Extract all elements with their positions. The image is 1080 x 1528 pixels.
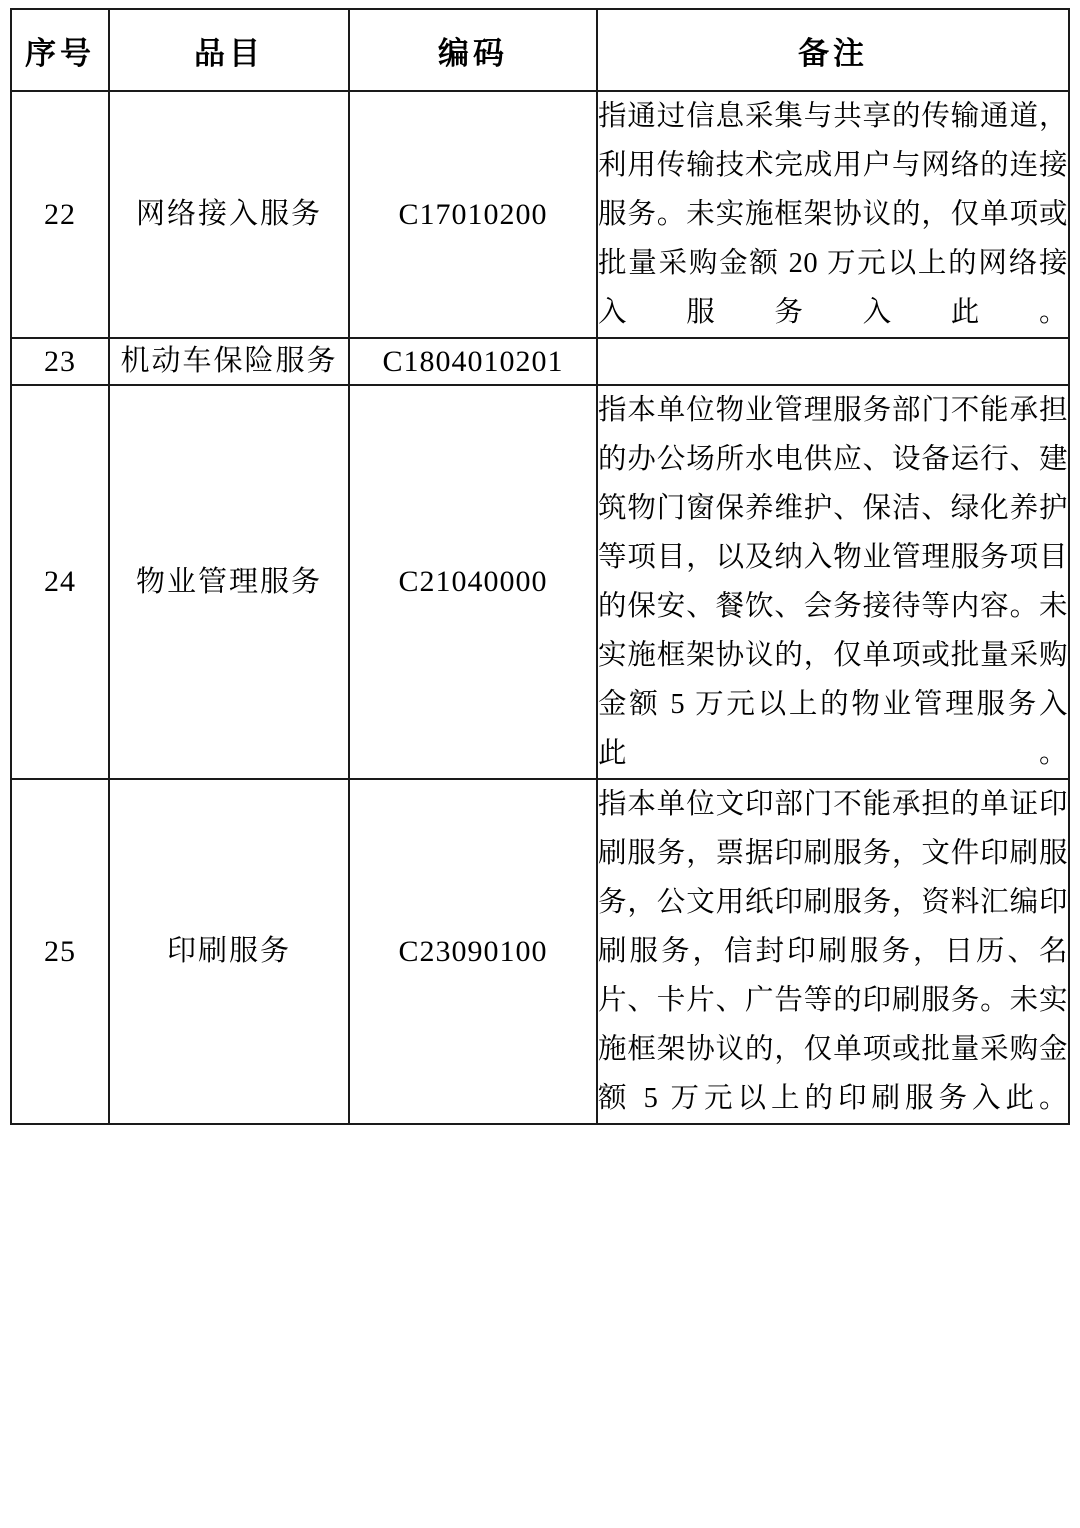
table-body [11, 91, 1069, 1124]
column-header-seq: 序号 [11, 9, 109, 91]
cell-code: C21040000 [349, 385, 597, 779]
table-row [11, 779, 1069, 1124]
cell-code: C17010200 [349, 91, 597, 338]
cell-item: 印刷服务 [109, 779, 349, 1124]
cell-note [597, 385, 1069, 779]
cell-note-text: 指通过信息采集与共享的传输通道，利用传输技术完成用户与网络的连接服务。未实施框架协议的，仅单项或批量采购金额 20 万元以上的网络接入服务入此。 [598, 101, 1068, 329]
table-header [11, 9, 1069, 91]
cell-note-text: 指本单位物业管理服务部门不能承担的办公场所水电供应、设备运行、建筑物门窗保养维护、保洁、绿化养护等项目，以及纳入物业管理服务项目的保安、餐饮、会务接待等内容。未实施框架协议的，仅单项或批量采购金额 5 万元以上的物业管理服务入此。 [598, 395, 1068, 770]
cell-seq: 23 [11, 338, 109, 385]
cell-note [597, 91, 1069, 338]
cell-code: C1804010201 [349, 338, 597, 385]
column-header-code: 编码 [349, 9, 597, 91]
cell-item: 物业管理服务 [109, 385, 349, 779]
procurement-catalog-table [10, 8, 1070, 1125]
cell-note-text: 指本单位文印部门不能承担的单证印刷服务，票据印刷服务，文件印刷服务，公文用纸印刷服务，资料汇编印刷服务，信封印刷服务，日历、名片、卡片、广告等的印刷服务。未实施框架协议的，仅单项或批量采购金额 5 万元以上的印刷服务入此。 [598, 789, 1068, 1115]
cell-item: 机动车保险服务 [109, 338, 349, 385]
cell-item: 网络接入服务 [109, 91, 349, 338]
column-header-note: 备注 [597, 9, 1069, 91]
cell-seq: 22 [11, 91, 109, 338]
table-header-row [11, 9, 1069, 91]
table-row [11, 385, 1069, 779]
cell-seq: 25 [11, 779, 109, 1124]
cell-code: C23090100 [349, 779, 597, 1124]
column-header-item: 品目 [109, 9, 349, 91]
table-row [11, 91, 1069, 338]
table-row [11, 338, 1069, 385]
cell-seq: 24 [11, 385, 109, 779]
cell-note [597, 779, 1069, 1124]
cell-note [597, 338, 1069, 385]
